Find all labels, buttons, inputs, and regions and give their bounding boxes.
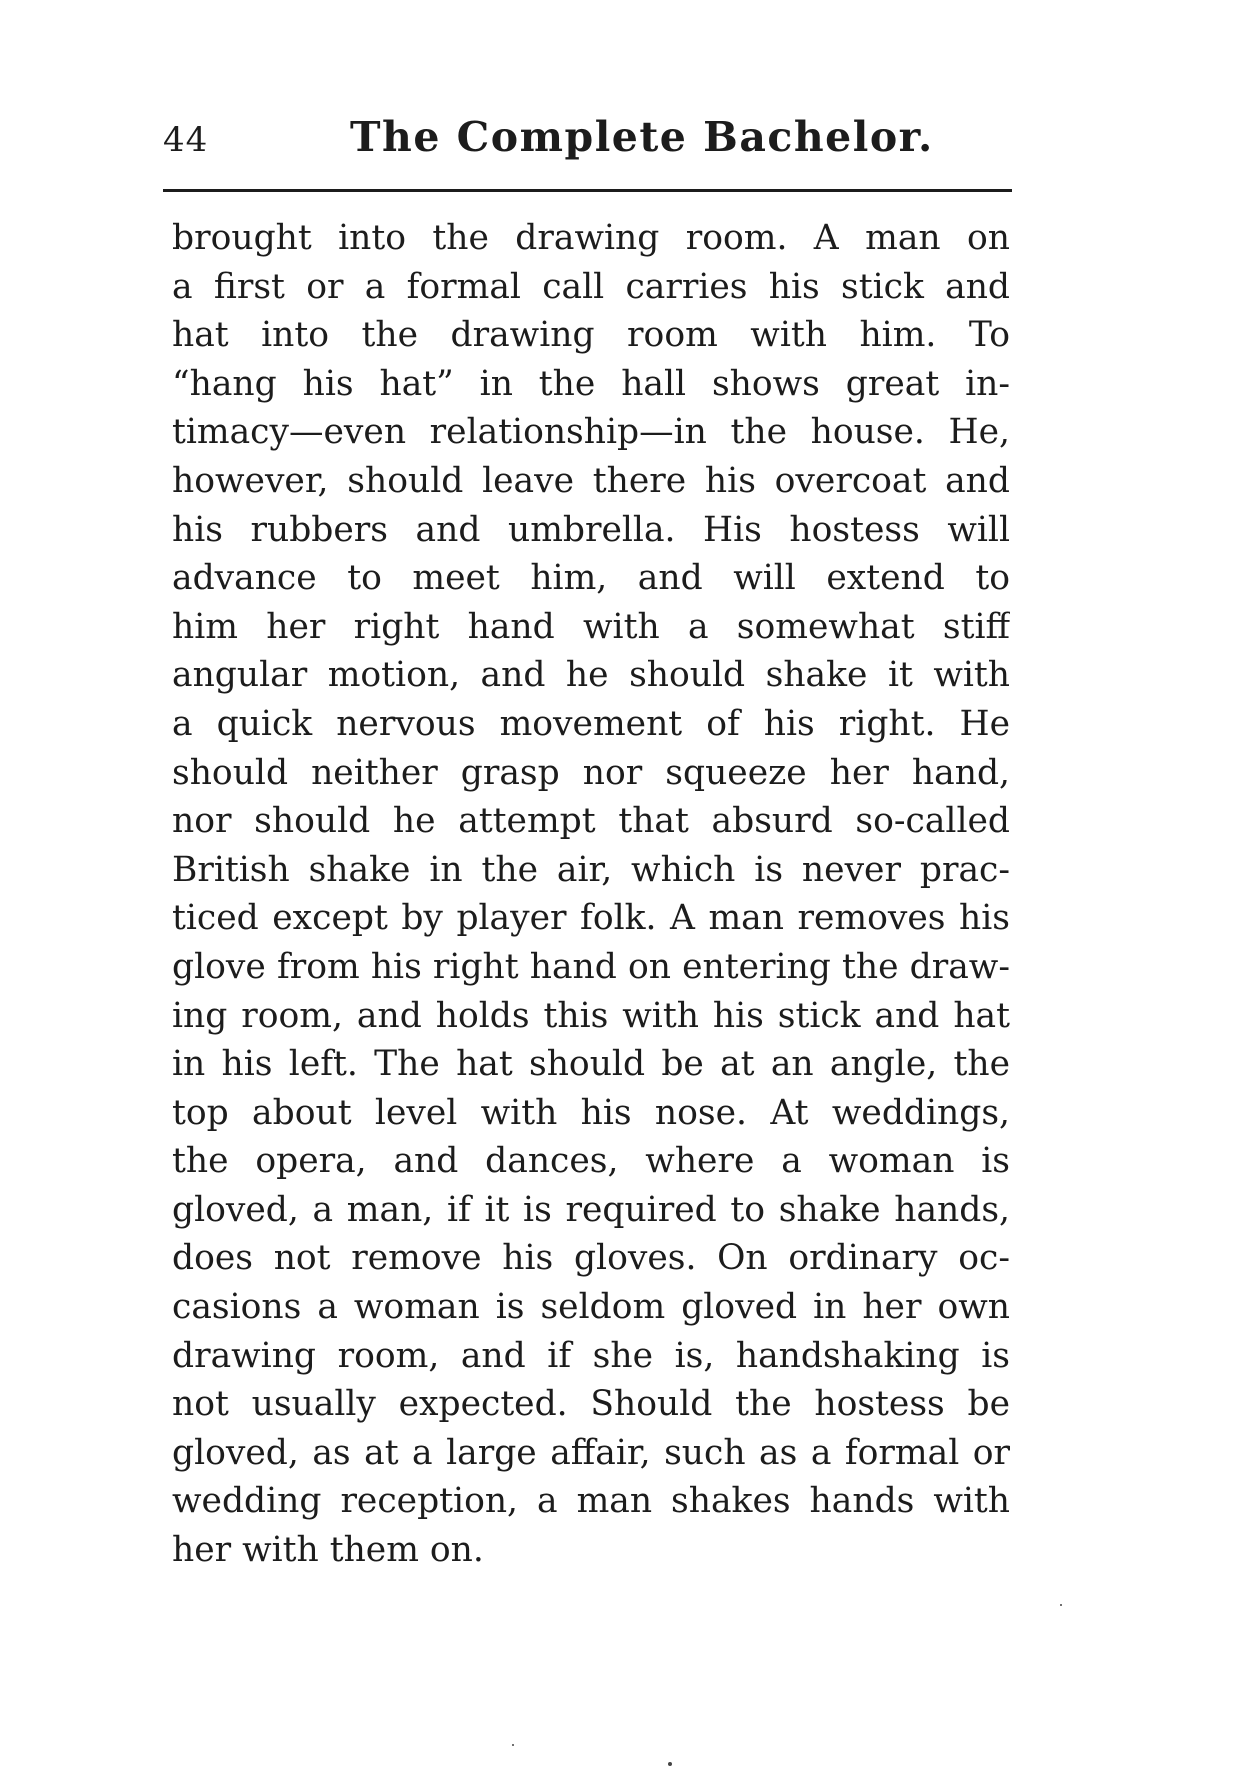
text-line: advance to meet him, and will extend to	[172, 558, 1010, 599]
text-line: not usually expected. Should the hostess be	[172, 1384, 1010, 1425]
paper-speck	[1060, 1604, 1062, 1606]
text-line: gloved, as at a large affair, such as a formal or	[172, 1432, 1010, 1473]
text-line: drawing room, and if she is, handshaking is	[172, 1335, 1010, 1376]
paper-speck	[668, 1762, 672, 1766]
text-line: angular motion, and he should shake it with	[172, 655, 1010, 696]
text-line: brought into the drawing room. A man on	[172, 218, 1010, 258]
running-title: The Complete Bachelor.	[350, 113, 934, 161]
text-line: ing room, and holds this with his stick and hat	[172, 995, 1010, 1036]
text-line: nor should he attempt that absurd so-called	[172, 801, 1010, 842]
text-line: a first or a formal call carries his stick and	[172, 266, 1010, 307]
text-line: “hang his hat” in the hall shows great in-	[172, 363, 1010, 404]
text-line: a quick nervous movement of his right. He	[172, 703, 1010, 744]
text-line: should neither grasp nor squeeze her hand,	[172, 752, 1010, 793]
text-line: British shake in the air, which is never prac-	[172, 849, 1010, 890]
text-line: does not remove his gloves. On ordinary oc-	[172, 1238, 1010, 1279]
text-line: glove from his right hand on entering the draw-	[172, 946, 1010, 987]
paper-speck	[512, 1744, 514, 1746]
text-line: timacy—even relationship—in the house. He,	[172, 412, 1010, 453]
page-number: 44	[163, 120, 209, 160]
text-line: casions a woman is seldom gloved in her own	[172, 1287, 1010, 1328]
body-text	[172, 214, 1010, 1575]
text-line: the opera, and dances, where a woman is	[172, 1141, 1010, 1182]
text-line: top about level with his nose. At weddings,	[172, 1092, 1010, 1133]
text-line: wedding reception, a man shakes hands with	[172, 1481, 1010, 1522]
text-line: in his left. The hat should be at an angle, the	[172, 1044, 1010, 1085]
text-line: her with them on.	[172, 1530, 484, 1571]
text-line: ticed except by player folk. A man removes his	[172, 898, 1010, 939]
text-line: his rubbers and umbrella. His hostess will	[172, 509, 1010, 550]
text-line: however, should leave there his overcoat and	[172, 460, 1010, 501]
text-line: him her right hand with a somewhat stiff	[172, 606, 1010, 647]
header-rule	[163, 189, 1012, 192]
text-line: hat into the drawing room with him. To	[172, 315, 1010, 356]
text-line: gloved, a man, if it is required to shake hands,	[172, 1189, 1010, 1230]
